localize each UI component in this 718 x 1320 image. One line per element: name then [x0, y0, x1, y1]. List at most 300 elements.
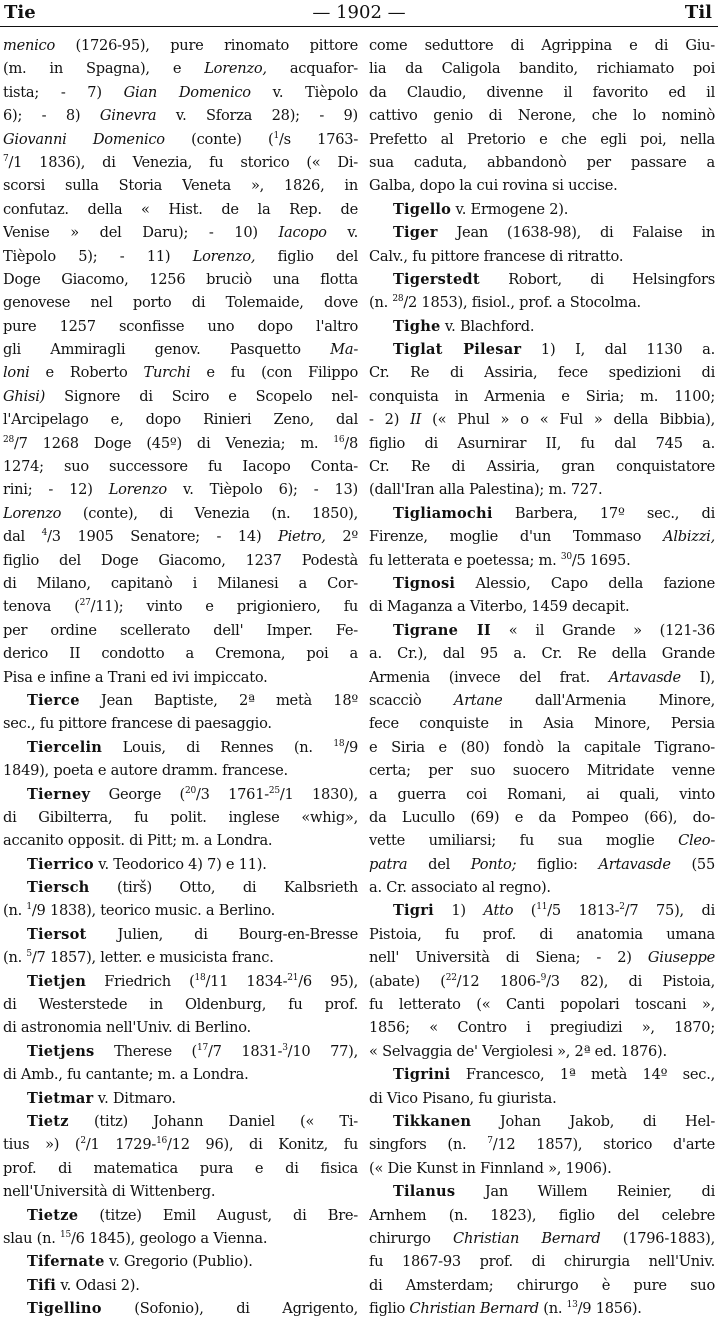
text-segment: Therese ( — [94, 1042, 198, 1060]
date-superscript: 21 — [287, 972, 299, 983]
entry-first-line — [3, 1297, 358, 1320]
text-segment: /3 1905 Senatore; - 14) — [47, 528, 279, 546]
text-segment: (55 — [670, 855, 715, 873]
text-segment: prof. di matematica pura e di fisica — [3, 1159, 358, 1177]
entry-first-line — [3, 1204, 358, 1227]
text-line — [369, 1297, 715, 1320]
italic-name: Artane — [453, 691, 503, 709]
text-segment: figlio del Doge Giacomo, 1237 Podestà — [3, 551, 358, 569]
text-line — [3, 1227, 358, 1250]
text-line — [3, 315, 358, 338]
text-line — [3, 104, 358, 127]
entry-first-line — [3, 1274, 358, 1297]
text-segment: derico II condotto a Cremona, poi a — [3, 645, 358, 663]
left-column — [3, 34, 358, 1320]
date-superscript: 1 — [273, 130, 279, 141]
text-line — [369, 34, 715, 57]
text-line — [3, 151, 358, 174]
text-segment: v. Tièpolo 6); - 13) — [166, 481, 358, 499]
text-segment: /7 75), di — [624, 902, 715, 920]
text-line — [369, 595, 715, 618]
text-segment: /1 1836), di Venezia, fu storico (« Di- — [8, 153, 358, 171]
entry-headword: Tierce — [27, 691, 80, 709]
date-superscript: 16 — [333, 434, 345, 445]
header-right-keyword: Til — [684, 2, 712, 23]
text-segment: v. Ditmaro. — [93, 1089, 176, 1107]
page-number: — 1902 — — [312, 2, 406, 23]
text-segment: Francesco, 1ª metà 14º sec., — [450, 1066, 715, 1084]
date-superscript: 3 — [282, 1042, 288, 1053]
entry-headword: Tiglat Pilesar — [393, 341, 522, 359]
entry-first-line — [369, 268, 715, 291]
text-segment: l'Arcipelago e, dopo Rinieri Zeno, dal — [3, 411, 358, 429]
date-superscript: 18 — [194, 972, 206, 983]
text-segment: /7 1268 Doge (45º) di Venezia; m. — [13, 434, 334, 452]
text-line — [3, 899, 358, 922]
text-line — [3, 361, 358, 384]
text-segment: per ordine scellerato dell' Imper. Fe- — [3, 621, 358, 639]
italic-name: Artavasde — [608, 668, 681, 686]
text-segment: Friedrich ( — [86, 972, 195, 990]
entry-first-line — [369, 572, 715, 595]
text-line — [369, 806, 715, 829]
text-line — [369, 549, 715, 572]
text-segment: Calv., fu pittore francese di ritratto. — [369, 247, 624, 265]
italic-name: Turchi — [143, 364, 191, 382]
date-superscript: 25 — [268, 785, 280, 796]
text-segment: vette umiliarsi; fu sua moglie — [369, 832, 679, 850]
text-segment: di Maganza a Viterbo, 1459 decapit. — [369, 598, 630, 616]
entry-first-line — [3, 853, 358, 876]
text-line — [369, 736, 715, 759]
text-line — [3, 549, 358, 572]
entry-headword: Tietmar — [27, 1089, 94, 1107]
text-line — [3, 57, 358, 80]
text-line — [369, 1250, 715, 1273]
text-line — [369, 525, 715, 548]
text-line — [3, 595, 358, 618]
text-line — [3, 455, 358, 478]
text-line — [3, 174, 358, 197]
text-segment: da Claudio, divenne il favorito ed il — [369, 83, 715, 101]
text-line — [369, 993, 715, 1016]
text-segment: di Amsterdam; chirurgo è pure suo — [369, 1276, 715, 1294]
text-line — [3, 1180, 358, 1203]
entry-headword: Tierrico — [27, 855, 94, 873]
date-superscript: 5 — [26, 949, 32, 960]
text-segment: cattivo genio di Nerone, che lo nominò — [369, 107, 715, 125]
entry-first-line — [3, 876, 358, 899]
text-line — [369, 689, 715, 712]
text-segment: sec., fu pittore francese di paesaggio. — [3, 715, 272, 733]
text-segment: Armenia (invece del frat. — [369, 668, 609, 686]
entry-headword: Tiercelin — [27, 738, 103, 756]
italic-name: Lorenzo, — [204, 60, 267, 78]
text-segment: tenova ( — [3, 598, 80, 616]
text-segment: v. Ermogene 2). — [451, 200, 569, 218]
text-segment: (conte) ( — [164, 130, 274, 148]
entry-headword: Tikkanen — [393, 1112, 472, 1130]
text-segment: /1 1830), — [279, 785, 358, 803]
text-segment: v. Odasi 2). — [56, 1276, 140, 1294]
text-segment: /6 1845), geologo a Vienna. — [70, 1229, 268, 1247]
text-segment: /7 1857), letter. e musicista franc. — [31, 949, 274, 967]
text-segment: Firenze, moglie d'un Tommaso — [369, 528, 664, 546]
text-segment: di Westerstede in Oldenburg, fu prof. — [3, 996, 358, 1014]
text-line — [369, 642, 715, 665]
text-segment: Pistoia, fu prof. di anatomia umana — [369, 925, 715, 943]
text-line — [3, 525, 358, 548]
text-line — [3, 1016, 358, 1039]
date-superscript: 2 — [80, 1136, 86, 1147]
entry-first-line — [3, 1087, 358, 1110]
date-superscript: 18 — [333, 738, 345, 749]
text-line — [369, 666, 715, 689]
date-superscript: 27 — [79, 598, 91, 609]
entry-first-line — [369, 1110, 715, 1133]
text-segment: Cr. Re di Assiria, fece spedizioni di — [369, 364, 715, 382]
text-line — [369, 128, 715, 151]
text-line — [369, 455, 715, 478]
text-line — [369, 291, 715, 314]
page-header — [0, 0, 718, 27]
text-line — [3, 502, 358, 525]
text-line — [3, 759, 358, 782]
entry-headword: Tigrini — [393, 1066, 451, 1084]
date-superscript: 30 — [560, 551, 572, 562]
text-segment: figlio: — [516, 855, 599, 873]
text-line — [3, 1157, 358, 1180]
date-superscript: 13 — [566, 1300, 578, 1311]
text-line — [3, 198, 358, 221]
text-segment: (n. — [3, 902, 27, 920]
date-superscript: 7 — [3, 154, 9, 165]
date-superscript: 7 — [487, 1136, 493, 1147]
date-superscript: 28 — [3, 434, 14, 445]
date-superscript: 22 — [445, 972, 457, 983]
text-segment: /5 1695. — [571, 551, 631, 569]
italic-name: Ghisi) — [3, 387, 46, 405]
text-segment: Jan Willem Reinier, di — [455, 1183, 715, 1201]
date-superscript: 9 — [540, 972, 547, 983]
entry-first-line — [369, 221, 715, 244]
entry-headword: Tiersot — [27, 925, 87, 943]
text-line — [369, 478, 715, 501]
text-segment: figlio di Asurnirar II, fu dal 745 a. — [369, 434, 715, 452]
text-line — [3, 34, 358, 57]
italic-name: Gian Domenico — [123, 83, 251, 101]
text-segment: di Amb., fu cantante; m. a Londra. — [3, 1066, 249, 1084]
text-segment: nell' Università di Siena; - 2) — [369, 949, 648, 967]
text-segment: dall'Armenia Minore, — [502, 691, 715, 709]
text-line — [3, 478, 358, 501]
text-segment: slau (n. — [3, 1229, 61, 1247]
entry-first-line — [369, 502, 715, 525]
text-segment: chirurgo — [369, 1229, 454, 1247]
italic-name: loni — [3, 364, 30, 382]
text-segment: genovese nel porto di Tolemaide, dove — [3, 294, 358, 312]
text-line — [3, 1133, 358, 1156]
italic-name: Ginevra — [99, 107, 157, 125]
text-segment: gli Ammiragli genov. Pasquetto — [3, 341, 331, 359]
text-segment: (dall'Iran alla Palestina); m. 727. — [369, 481, 603, 499]
text-segment: v. Sforza 28); - 9) — [156, 107, 358, 125]
text-segment: /9 — [344, 738, 358, 756]
entry-headword: Tigello — [393, 200, 452, 218]
text-line — [369, 1040, 715, 1063]
text-line — [3, 268, 358, 291]
text-segment: /3 82), di Pistoia, — [546, 972, 715, 990]
text-line — [369, 1133, 715, 1156]
entry-headword: Tignosi — [393, 574, 456, 592]
text-segment: « Selvaggia de' Vergiolesi », 2ª ed. 1876). — [369, 1042, 667, 1060]
date-superscript: 16 — [156, 1136, 168, 1147]
entry-first-line — [369, 198, 715, 221]
text-segment: (Sofonio), di Agrigento, — [101, 1300, 358, 1318]
text-line — [3, 432, 358, 455]
text-line — [3, 572, 358, 595]
text-segment: Tièpolo 5); - 11) — [3, 247, 193, 265]
text-segment: singfors (n. — [369, 1136, 488, 1154]
text-segment: e fu (con Filippo — [190, 364, 358, 382]
text-segment: pure 1257 sconfisse uno dopo l'altro — [3, 317, 358, 335]
text-segment: (n. — [3, 949, 27, 967]
right-column — [369, 34, 715, 1320]
text-segment: di Gibilterra, fu polit. inglese «whig», — [3, 808, 358, 826]
text-line — [3, 806, 358, 829]
text-line — [3, 385, 358, 408]
text-segment: /7 1831- — [207, 1042, 283, 1060]
date-superscript: 28 — [392, 294, 404, 305]
text-line — [369, 1016, 715, 1039]
entry-headword: Tietjen — [27, 972, 87, 990]
text-segment: Julien, di Bourg-en-Bresse — [86, 925, 358, 943]
text-segment: scorsi sulla Storia Veneta », 1826, in — [3, 177, 358, 195]
italic-name: menico — [3, 37, 56, 54]
text-line — [369, 245, 715, 268]
text-segment: e Roberto — [29, 364, 144, 382]
text-segment: Louis, di Rennes (n. — [102, 738, 334, 756]
text-segment: (n. — [538, 1300, 567, 1318]
text-line — [369, 57, 715, 80]
text-segment: /12 1806- — [456, 972, 541, 990]
header-left-keyword: Tie — [4, 2, 36, 23]
text-segment: /1 1729- — [85, 1136, 157, 1154]
text-segment: /12 96), di Konitz, fu — [167, 1136, 358, 1154]
text-segment: (1726-95), pure rinomato pittore — [55, 37, 358, 54]
date-superscript: 2 — [619, 902, 625, 913]
text-line — [3, 81, 358, 104]
text-segment: /2 1853), fisiol., prof. a Stocolma. — [403, 294, 641, 312]
text-segment: /11 1834- — [205, 972, 288, 990]
date-superscript: 11 — [536, 902, 548, 913]
text-segment: /8 — [344, 434, 358, 452]
text-line — [369, 829, 715, 852]
text-segment: da Lucullo (69) e da Pompeo (66), do- — [369, 808, 715, 826]
text-segment: del — [407, 855, 471, 873]
entry-headword: Tilanus — [393, 1183, 456, 1201]
text-segment: (1796-1883), — [600, 1229, 715, 1247]
entry-first-line — [369, 1180, 715, 1203]
entry-headword: Tifi — [27, 1276, 57, 1294]
text-segment: George ( — [90, 785, 185, 803]
text-line — [369, 408, 715, 431]
italic-name: Iacopo — [278, 224, 327, 242]
entry-first-line — [3, 736, 358, 759]
text-segment: conquista in Armenia e Siria; m. 1100; — [369, 387, 715, 405]
italic-name: Christian Bernard — [409, 1300, 539, 1318]
text-line — [3, 1063, 358, 1086]
text-segment: scacciò — [369, 691, 454, 709]
italic-name: patra — [369, 855, 408, 873]
text-line — [3, 221, 358, 244]
italic-name: Ma- — [330, 341, 358, 359]
date-superscript: 17 — [197, 1042, 208, 1053]
text-segment: ( — [513, 902, 537, 920]
text-segment: come seduttore di Agrippina e di Giu- — [369, 37, 715, 54]
text-line — [3, 245, 358, 268]
text-line — [369, 1204, 715, 1227]
text-segment: (n. — [369, 294, 393, 312]
text-line — [369, 1157, 715, 1180]
text-line — [3, 128, 358, 151]
entry-first-line — [369, 338, 715, 361]
date-superscript: 1 — [26, 902, 32, 913]
text-line — [369, 876, 715, 899]
text-segment: (« Phul » o « Ful » della Bibbia), — [421, 411, 715, 429]
text-segment: v. Gregorio (Publio). — [104, 1253, 253, 1271]
entry-first-line — [3, 1250, 358, 1273]
text-segment: di Milano, capitanò i Milanesi a Cor- — [3, 574, 358, 592]
text-line — [3, 408, 358, 431]
entry-headword: Tiersch — [27, 879, 90, 897]
text-segment: fu letterata e poetessa; m. — [369, 551, 561, 569]
entry-headword: Tifernate — [27, 1253, 105, 1271]
text-segment: (conte), di Venezia (n. 1850), — [61, 504, 358, 522]
text-line — [369, 104, 715, 127]
italic-name: Lorenzo — [3, 504, 62, 522]
text-line — [369, 1274, 715, 1297]
text-segment: /12 1857), storico d'arte — [492, 1136, 715, 1154]
text-segment: tista; - 7) — [3, 83, 124, 101]
entry-headword: Tietjens — [27, 1042, 95, 1060]
italic-name: Ponto; — [470, 855, 517, 873]
text-segment: /11); vinto e prigioniero, fu — [90, 598, 358, 616]
text-line — [369, 923, 715, 946]
italic-name: Giovanni Domenico — [3, 130, 165, 148]
text-line — [369, 385, 715, 408]
text-segment: dal — [3, 528, 42, 546]
italic-name: Cleo- — [678, 832, 715, 850]
italic-name: Lorenzo, — [192, 247, 256, 265]
entry-headword: Tietz — [27, 1112, 69, 1130]
text-segment: Alessio, Capo della fazione — [455, 574, 715, 592]
italic-name: Giuseppe — [647, 949, 715, 967]
text-segment: v. Tièpolo — [250, 83, 358, 101]
text-segment: Arnhem (n. 1823), figlio del celebre — [369, 1206, 715, 1224]
text-segment: di astronomia nell'Univ. di Berlino. — [3, 1019, 251, 1037]
italic-name: II — [410, 411, 422, 429]
text-segment: - 2) — [369, 411, 411, 429]
text-segment: v. Teodorico 4) 7) e 11). — [93, 855, 267, 873]
text-line — [3, 829, 358, 852]
italic-name: Christian Bernard — [453, 1229, 601, 1247]
text-segment: Johan Jakob, di Hel- — [471, 1112, 715, 1130]
italic-name: Atto — [483, 902, 514, 920]
text-segment: fu 1867-93 prof. di chirurgia nell'Univ. — [369, 1253, 715, 1271]
italic-name: Pietro, — [278, 528, 326, 546]
text-segment: 1274; suo successore fu Iacopo Conta- — [3, 458, 358, 476]
entry-first-line — [3, 783, 358, 806]
date-superscript: 15 — [60, 1230, 71, 1241]
text-line — [369, 151, 715, 174]
text-segment: acquafor- — [266, 60, 358, 78]
text-segment: /5 1813- — [547, 902, 620, 920]
text-segment: accanito opposit. di Pitt; m. a Londra. — [3, 832, 273, 850]
text-segment: tius ») ( — [3, 1136, 81, 1154]
text-segment: (tirš) Otto, di Kalbsrieth — [89, 879, 358, 897]
text-line — [369, 712, 715, 735]
text-line — [3, 338, 358, 361]
text-segment: rini; - 12) — [3, 481, 109, 499]
text-segment: Signore di Sciro e Scopelo nel- — [45, 387, 358, 405]
text-line — [369, 174, 715, 197]
text-line — [3, 712, 358, 735]
text-segment: /3 1761- — [195, 785, 269, 803]
text-segment: (titz) Johann Daniel (« Ti- — [68, 1112, 358, 1130]
text-line — [3, 291, 358, 314]
text-segment: 6); - 8) — [3, 107, 100, 125]
text-segment: v. Blachford. — [440, 317, 535, 335]
text-line — [369, 853, 715, 876]
text-segment: Jean (1638-98), di Falaise in — [437, 224, 715, 242]
entry-first-line — [3, 923, 358, 946]
text-segment: Pisa e infine a Trani ed ivi impiccato. — [3, 668, 268, 686]
text-segment: « il Grande » (121-36 — [490, 621, 715, 639]
text-segment: fu letterato (« Canti popolari toscani », — [369, 996, 715, 1014]
date-superscript: 4 — [41, 528, 48, 539]
text-line — [3, 993, 358, 1016]
entry-headword: Tighe — [393, 317, 441, 335]
text-line — [3, 642, 358, 665]
text-segment: nell'Università di Wittenberg. — [3, 1183, 216, 1201]
text-segment: a guerra coi Romani, ai quali, vinto — [369, 785, 715, 803]
text-segment: di Vico Pisano, fu giurista. — [369, 1089, 557, 1107]
text-segment: Cr. Re di Assiria, gran conquistatore — [369, 458, 715, 476]
entry-first-line — [369, 315, 715, 338]
text-segment: /10 77), — [287, 1042, 358, 1060]
text-segment: certa; per suo suocero Mitridate venne — [369, 762, 715, 780]
text-line — [3, 619, 358, 642]
entry-first-line — [3, 1040, 358, 1063]
entry-first-line — [3, 970, 358, 993]
text-line — [369, 1227, 715, 1250]
text-segment: a. Cr. associato al regno). — [369, 879, 551, 897]
text-line — [369, 783, 715, 806]
italic-name: Lorenzo — [108, 481, 167, 499]
entry-headword: Tigri — [393, 902, 434, 920]
text-segment: Jean Baptiste, 2ª metà 18º — [79, 691, 358, 709]
text-segment: confutaz. della « Hist. de la Rep. de — [3, 200, 358, 218]
text-line — [369, 361, 715, 384]
text-line — [3, 666, 358, 689]
text-segment: 2º — [325, 528, 358, 546]
text-segment: v. — [326, 224, 358, 242]
entry-first-line — [3, 1110, 358, 1133]
text-segment: 1856; « Contro i pregiudizi », 1870; — [369, 1019, 715, 1037]
entry-headword: Tietze — [27, 1206, 79, 1224]
text-segment: /9 1838), teorico music. a Berlino. — [31, 902, 276, 920]
